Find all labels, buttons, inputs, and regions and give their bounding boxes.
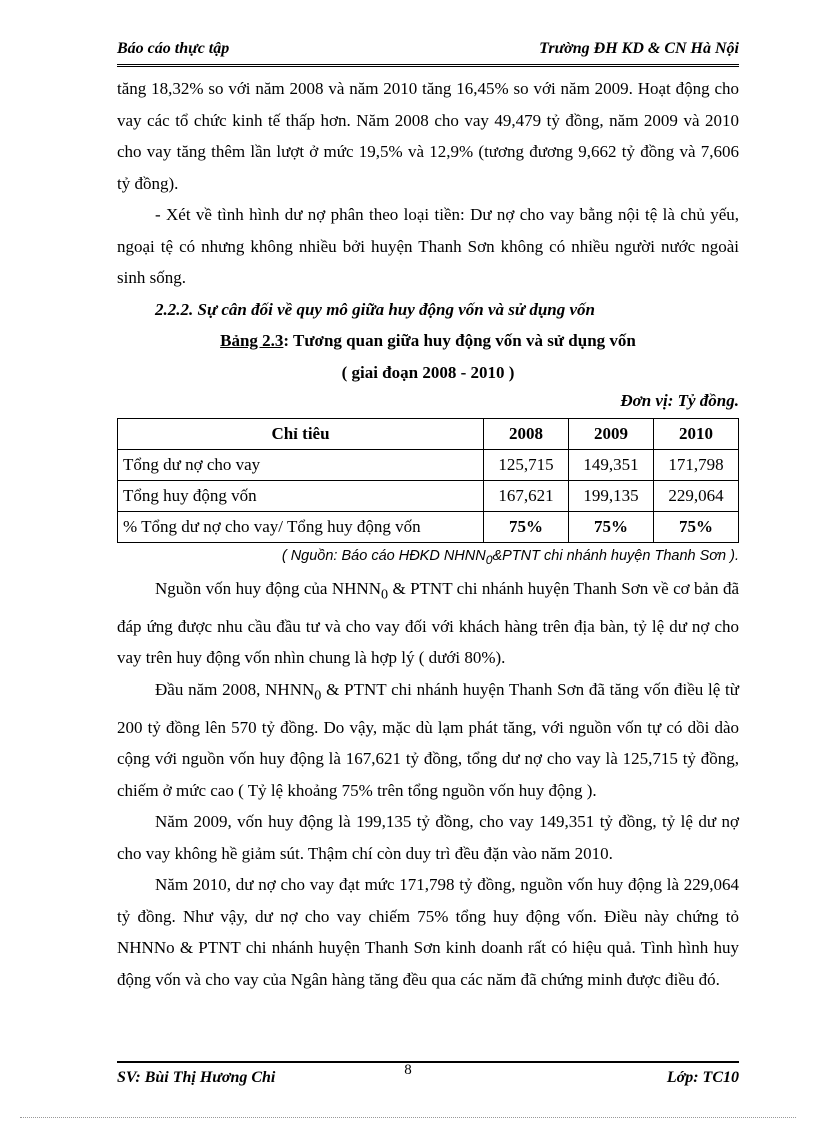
p4-start: Đầu năm 2008, NHNN xyxy=(155,679,315,699)
table-cell: 75% xyxy=(654,512,739,543)
table-header-cell: 2010 xyxy=(654,419,739,450)
p3-rest: & PTNT chi nhánh huyện Thanh Sơn về cơ bản đã đáp ứng được nhu cầu đầu tư và cho vay đối với khách hàng trên địa bàn, tỷ lệ dư nợ cho vay trên huy động vốn nhìn chung là hợp lý ( dưới 80%). xyxy=(117,578,739,668)
source-subscript: 0 xyxy=(485,552,493,567)
table-cell: 149,351 xyxy=(569,450,654,481)
page-number: 8 xyxy=(404,1062,412,1078)
section-title: 2.2.2. Sự cân đối về quy mô giữa huy động vốn và sử dụng vốn xyxy=(155,299,595,319)
footer-left: SV: Bùi Thị Hương Chi xyxy=(117,1069,276,1086)
table-row xyxy=(118,450,739,481)
table-header-row xyxy=(118,419,739,450)
p3-subscript: 0 xyxy=(380,586,389,603)
table-row xyxy=(118,512,739,543)
header-right: Trường ĐH KD & CN Hà Nội xyxy=(539,40,739,57)
page-header xyxy=(117,38,739,67)
paragraph-1: tăng 18,32% so với năm 2008 và năm 2010 tăng 16,45% so với năm 2009. Hoạt động cho vay các tổ chức kinh tế thấp hơn. Năm 2008 cho vay 49,479 tỷ đồng, năm 2009 và 2010 cho vay tăng thêm lần lượt ở mức 19,5% và 12,9% (tương đương 9,662 tỷ đồng và 7,606 tỷ đồng). xyxy=(117,79,739,193)
table-cell: Tổng dư nợ cho vay xyxy=(118,450,484,481)
table-cell: 229,064 xyxy=(654,481,739,512)
data-table xyxy=(117,418,739,543)
paragraph-6: Năm 2010, dư nợ cho vay đạt mức 171,798 tỷ đồng, nguồn vốn huy động là 229,064 tỷ đồng. Như vậy, dư nợ cho vay chiếm 75% tổng huy động vốn. Điều này chứng tỏ NHNNo & PTNT chi nhánh huyện Thanh Sơn kinh doanh rất có hiệu quả. Tình hình huy động vốn và cho vay của Ngân hàng tăng đều qua các năm đã chứng minh được điều đó. xyxy=(117,875,739,989)
table-cell: 75% xyxy=(484,512,569,543)
table-cell: 171,798 xyxy=(654,450,739,481)
table-header-cell: Chỉ tiêu xyxy=(118,419,484,450)
page-content xyxy=(117,73,739,995)
p3-start: Nguồn vốn huy động của NHNN xyxy=(155,578,381,598)
table-cell: 199,135 xyxy=(569,481,654,512)
source-prefix: ( Nguồn: Báo cáo HĐKD NHNN xyxy=(281,548,486,564)
table-row xyxy=(118,481,739,512)
table-cell: 75% xyxy=(569,512,654,543)
table-title xyxy=(117,325,739,357)
table-cell: 125,715 xyxy=(484,450,569,481)
table-caption: : Tương quan giữa huy động vốn và sử dụng vốn xyxy=(283,331,636,350)
table-cell: 167,621 xyxy=(484,481,569,512)
table-header-cell: 2008 xyxy=(484,419,569,450)
p4-subscript: 0 xyxy=(314,687,322,704)
table-header-cell: 2009 xyxy=(569,419,654,450)
footer-right: Lớp: TC10 xyxy=(666,1069,739,1086)
p4-rest: & PTNT chi nhánh huyện Thanh Sơn đã tăng vốn điều lệ từ 200 tỷ đồng lên 570 tỷ đồng. Do vậy, mặc dù lạm phát tăng, với nguồn vốn tự có dồi dào cộng với nguồn vốn huy động là 167,621 tỷ đồng, tổng dư nợ cho vay là 125,715 tỷ đồng, chiếm ở mức cao ( Tỷ lệ khoảng 75% trên tổng nguồn vốn huy động ). xyxy=(117,679,739,800)
table-unit: Đơn vị: Tỷ đồng. xyxy=(620,391,739,410)
table-period: ( giai đoạn 2008 - 2010 ) xyxy=(341,362,515,382)
table-label: Bảng 2.3 xyxy=(220,331,284,350)
paragraph-2: - Xét về tình hình dư nợ phân theo loại tiền: Dư nợ cho vay bằng nội tệ là chủ yếu, ngoại tệ có nhưng không nhiều bởi huyện Thanh Sơn không có nhiều người nước ngoài sinh sống. xyxy=(117,205,739,287)
paragraph-5: Năm 2009, vốn huy động là 199,135 tỷ đồng, cho vay 149,351 tỷ đồng, tỷ lệ dư nợ cho vay không hề giảm sút. Thậm chí còn duy trì đều đặn vào năm 2010. xyxy=(117,812,739,863)
page-break-divider xyxy=(20,1117,796,1118)
table-source xyxy=(117,543,739,573)
table-cell: Tổng huy động vốn xyxy=(118,481,484,512)
source-suffix: &PTNT chi nhánh huyện Thanh Sơn ). xyxy=(492,548,739,564)
paragraph-4 xyxy=(117,674,739,806)
paragraph-3 xyxy=(117,573,739,674)
table-cell: % Tổng dư nợ cho vay/ Tổng huy động vốn xyxy=(118,512,484,543)
header-left: Báo cáo thực tập xyxy=(117,40,230,57)
